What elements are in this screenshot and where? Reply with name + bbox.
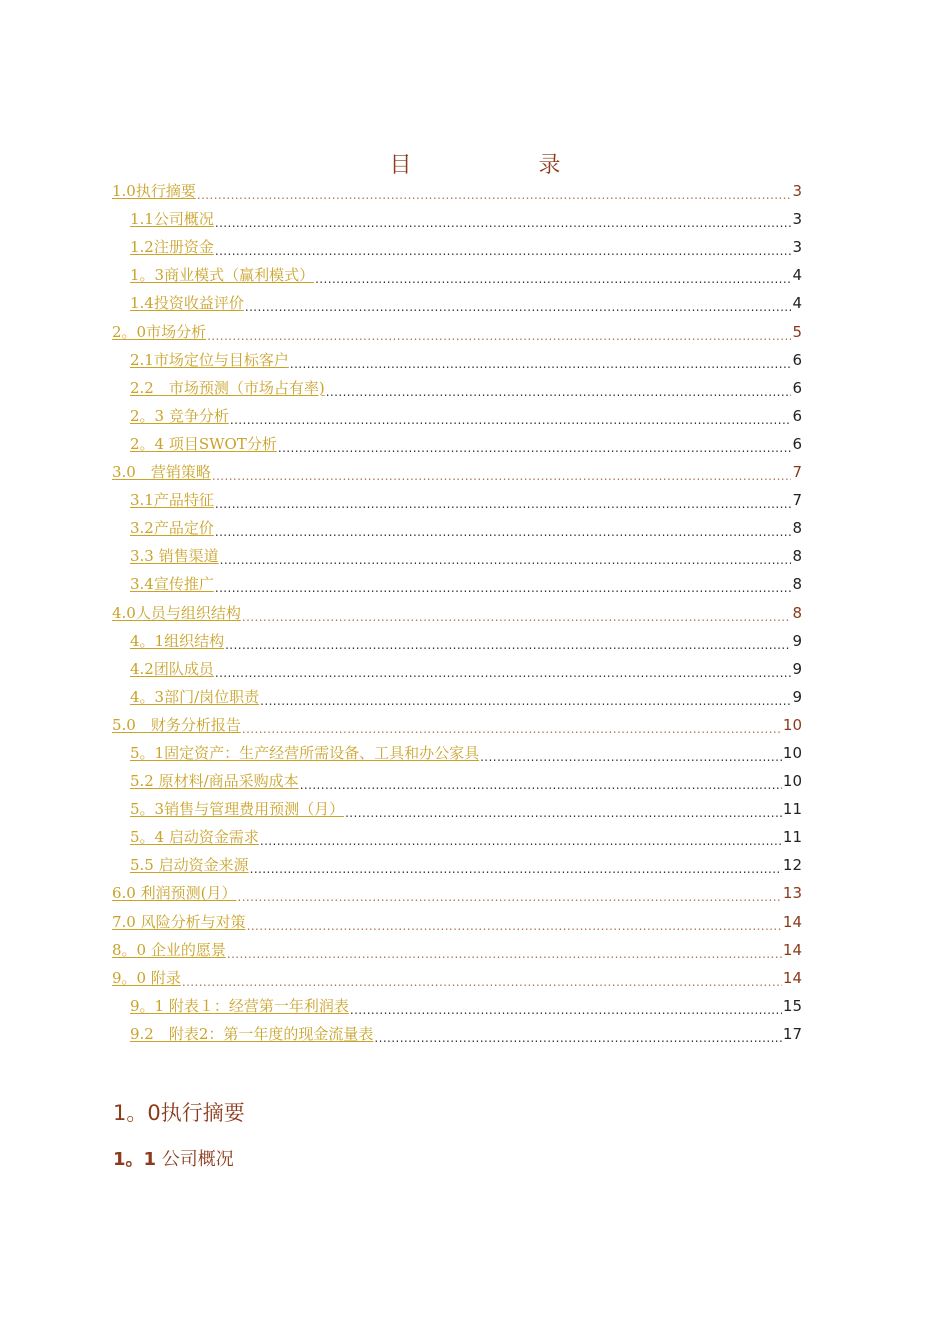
toc-entry-link[interactable]: 2。3 竞争分析 bbox=[130, 406, 229, 425]
toc-entry-link[interactable]: 3.0 营销策略 bbox=[112, 463, 211, 482]
table-of-contents bbox=[112, 177, 802, 1048]
toc-entry[interactable] bbox=[112, 992, 802, 1020]
toc-page-number: 14 bbox=[782, 912, 802, 931]
toc-dot-leader bbox=[220, 542, 792, 570]
toc-page-number: 17 bbox=[782, 1024, 802, 1043]
toc-entry[interactable] bbox=[112, 177, 802, 205]
toc-page-number: 3 bbox=[792, 238, 802, 257]
toc-entry[interactable] bbox=[112, 683, 802, 711]
toc-dot-leader bbox=[215, 570, 792, 598]
toc-page-number: 15 bbox=[782, 996, 802, 1015]
toc-entry[interactable] bbox=[112, 936, 802, 964]
toc-page-number: 10 bbox=[782, 715, 802, 734]
toc-entry[interactable] bbox=[112, 964, 802, 992]
toc-page-number: 3 bbox=[792, 182, 802, 201]
toc-entry[interactable] bbox=[112, 711, 802, 739]
toc-page-number: 8 bbox=[792, 547, 802, 566]
toc-entry-link[interactable]: 5。4 启动资金需求 bbox=[130, 828, 259, 847]
section-heading-2 bbox=[113, 1145, 234, 1171]
toc-dot-leader bbox=[215, 486, 792, 514]
toc-entry-link[interactable]: 1.2注册资金 bbox=[130, 238, 214, 257]
toc-entry-link[interactable]: 9。1 附表１：经营第一年利润表 bbox=[130, 996, 349, 1015]
toc-page-number: 3 bbox=[792, 210, 802, 229]
toc-entry-link[interactable]: 1.4投资收益评价 bbox=[130, 294, 244, 313]
toc-dot-leader bbox=[237, 879, 781, 907]
toc-dot-leader bbox=[225, 627, 791, 655]
toc-page-number: 6 bbox=[792, 406, 802, 425]
toc-dot-leader bbox=[242, 711, 782, 739]
toc-dot-leader bbox=[215, 233, 792, 261]
toc-page-number: 7 bbox=[792, 491, 802, 510]
toc-entry[interactable] bbox=[112, 430, 802, 458]
toc-entry[interactable] bbox=[112, 795, 802, 823]
toc-entry[interactable] bbox=[112, 458, 802, 486]
toc-entry[interactable] bbox=[112, 402, 802, 430]
toc-page-number: 9 bbox=[792, 687, 802, 706]
toc-dot-leader bbox=[227, 936, 782, 964]
toc-title: 目 录 bbox=[389, 153, 621, 178]
section-heading-2-number: 1。1 bbox=[113, 1149, 157, 1170]
toc-page-number: 11 bbox=[782, 828, 802, 847]
toc-entry[interactable] bbox=[112, 598, 802, 626]
toc-entry[interactable] bbox=[112, 346, 802, 374]
toc-page-number: 4 bbox=[792, 294, 802, 313]
toc-dot-leader bbox=[207, 318, 791, 346]
toc-entry-link[interactable]: 2.2 市场预测（市场占有率) bbox=[130, 378, 325, 397]
toc-dot-leader bbox=[480, 739, 782, 767]
toc-entry-link[interactable]: 5.0 财务分析报告 bbox=[112, 715, 241, 734]
toc-dot-leader bbox=[260, 823, 782, 851]
toc-page-number: 9 bbox=[792, 659, 802, 678]
toc-page-number: 14 bbox=[782, 940, 802, 959]
toc-entry[interactable] bbox=[112, 317, 802, 345]
toc-dot-leader bbox=[300, 767, 782, 795]
toc-entry-link[interactable]: 3.2产品定价 bbox=[130, 519, 214, 538]
toc-dot-leader bbox=[215, 205, 792, 233]
toc-dot-leader bbox=[182, 964, 782, 992]
toc-page-number: 6 bbox=[792, 378, 802, 397]
toc-page-number: 10 bbox=[782, 743, 802, 762]
toc-entry[interactable] bbox=[112, 514, 802, 542]
toc-page-number: 8 bbox=[792, 519, 802, 538]
toc-entry[interactable] bbox=[112, 627, 802, 655]
toc-page-number: 11 bbox=[782, 800, 802, 819]
toc-entry[interactable] bbox=[112, 655, 802, 683]
toc-page-number: 10 bbox=[782, 772, 802, 791]
toc-entry[interactable] bbox=[112, 205, 802, 233]
toc-entry-link[interactable]: 7.0 风险分析与对策 bbox=[112, 912, 246, 931]
toc-entry-link[interactable]: 4.0人员与组织结构 bbox=[112, 603, 241, 622]
toc-entry[interactable] bbox=[112, 739, 802, 767]
toc-dot-leader bbox=[260, 683, 791, 711]
toc-entry[interactable] bbox=[112, 374, 802, 402]
toc-entry-link[interactable]: 8。0 企业的愿景 bbox=[112, 940, 226, 959]
toc-page-number: 8 bbox=[792, 603, 802, 622]
toc-page-number: 14 bbox=[782, 968, 802, 987]
toc-dot-leader bbox=[290, 346, 792, 374]
toc-dot-leader bbox=[215, 655, 792, 683]
toc-page-number: 5 bbox=[792, 322, 802, 341]
toc-entry-link[interactable]: 3.3 销售渠道 bbox=[130, 547, 219, 566]
toc-dot-leader bbox=[247, 908, 782, 936]
toc-entry[interactable] bbox=[112, 486, 802, 514]
toc-dot-leader bbox=[212, 458, 792, 486]
toc-entry[interactable] bbox=[112, 570, 802, 598]
toc-entry-link[interactable]: 3.1产品特征 bbox=[130, 491, 214, 510]
toc-entry-link[interactable]: 4。3部门/岗位职责 bbox=[130, 687, 260, 706]
toc-entry-link[interactable]: 3.4宣传推广 bbox=[130, 575, 214, 594]
toc-dot-leader bbox=[230, 402, 792, 430]
toc-entry-link[interactable]: 5。1固定资产：生产经营所需设备、工具和办公家具 bbox=[130, 743, 480, 762]
toc-dot-leader bbox=[278, 430, 792, 458]
toc-entry-link[interactable]: 2.1市场定位与目标客户 bbox=[130, 350, 289, 369]
toc-dot-leader bbox=[345, 795, 782, 823]
toc-dot-leader bbox=[250, 851, 782, 879]
toc-entry-link[interactable]: 9。0 附录 bbox=[112, 968, 181, 987]
toc-dot-leader bbox=[315, 261, 791, 289]
toc-page-number: 4 bbox=[792, 266, 802, 285]
toc-dot-leader bbox=[197, 177, 792, 205]
toc-page-number: 12 bbox=[782, 856, 802, 875]
toc-dot-leader bbox=[215, 514, 792, 542]
toc-entry-link[interactable]: 2。4 项目SWOT分析 bbox=[130, 434, 277, 453]
toc-dot-leader bbox=[242, 599, 792, 627]
toc-page-number: 13 bbox=[782, 884, 802, 903]
toc-entry-link[interactable]: 4。1组织结构 bbox=[130, 631, 225, 650]
toc-entry[interactable] bbox=[112, 261, 802, 289]
toc-entry-link[interactable]: 2。0市场分析 bbox=[112, 322, 207, 341]
toc-page-number: 6 bbox=[792, 350, 802, 369]
toc-page-number: 6 bbox=[792, 434, 802, 453]
toc-entry-link[interactable]: 5.2 原材料/商品采购成本 bbox=[130, 772, 299, 791]
toc-entry[interactable] bbox=[112, 1020, 802, 1048]
section-heading-2-text: 公司概况 bbox=[161, 1149, 234, 1170]
toc-entry[interactable] bbox=[112, 767, 802, 795]
toc-entry[interactable] bbox=[112, 542, 802, 570]
toc-entry-link[interactable]: 4.2团队成员 bbox=[130, 659, 214, 678]
toc-entry[interactable] bbox=[112, 823, 802, 851]
toc-page-number: 9 bbox=[792, 631, 802, 650]
toc-entry-link[interactable]: 5。3销售与管理费用预测（月） bbox=[130, 800, 345, 819]
toc-entry[interactable] bbox=[112, 879, 802, 907]
toc-entry-link[interactable]: 6.0 利润预测(月） bbox=[112, 884, 237, 903]
toc-entry-link[interactable]: 9.2 附表2：第一年度的现金流量表 bbox=[130, 1024, 374, 1043]
toc-dot-leader bbox=[326, 374, 792, 402]
toc-entry[interactable] bbox=[112, 289, 802, 317]
toc-dot-leader bbox=[374, 1020, 782, 1048]
toc-entry-link[interactable]: 1.1公司概况 bbox=[130, 210, 214, 229]
toc-dot-leader bbox=[350, 992, 782, 1020]
toc-entry-link[interactable]: 5.5 启动资金来源 bbox=[130, 856, 249, 875]
toc-entry-link[interactable]: 1.0执行摘要 bbox=[112, 182, 196, 201]
toc-entry-link[interactable]: 1。3商业模式（赢利模式） bbox=[130, 266, 315, 285]
toc-page-number: 7 bbox=[792, 463, 802, 482]
toc-dot-leader bbox=[245, 289, 792, 317]
section-heading-1: 1。0执行摘要 bbox=[113, 1101, 245, 1125]
toc-entry[interactable] bbox=[112, 907, 802, 935]
toc-entry[interactable] bbox=[112, 233, 802, 261]
toc-entry[interactable] bbox=[112, 851, 802, 879]
toc-page-number: 8 bbox=[792, 575, 802, 594]
